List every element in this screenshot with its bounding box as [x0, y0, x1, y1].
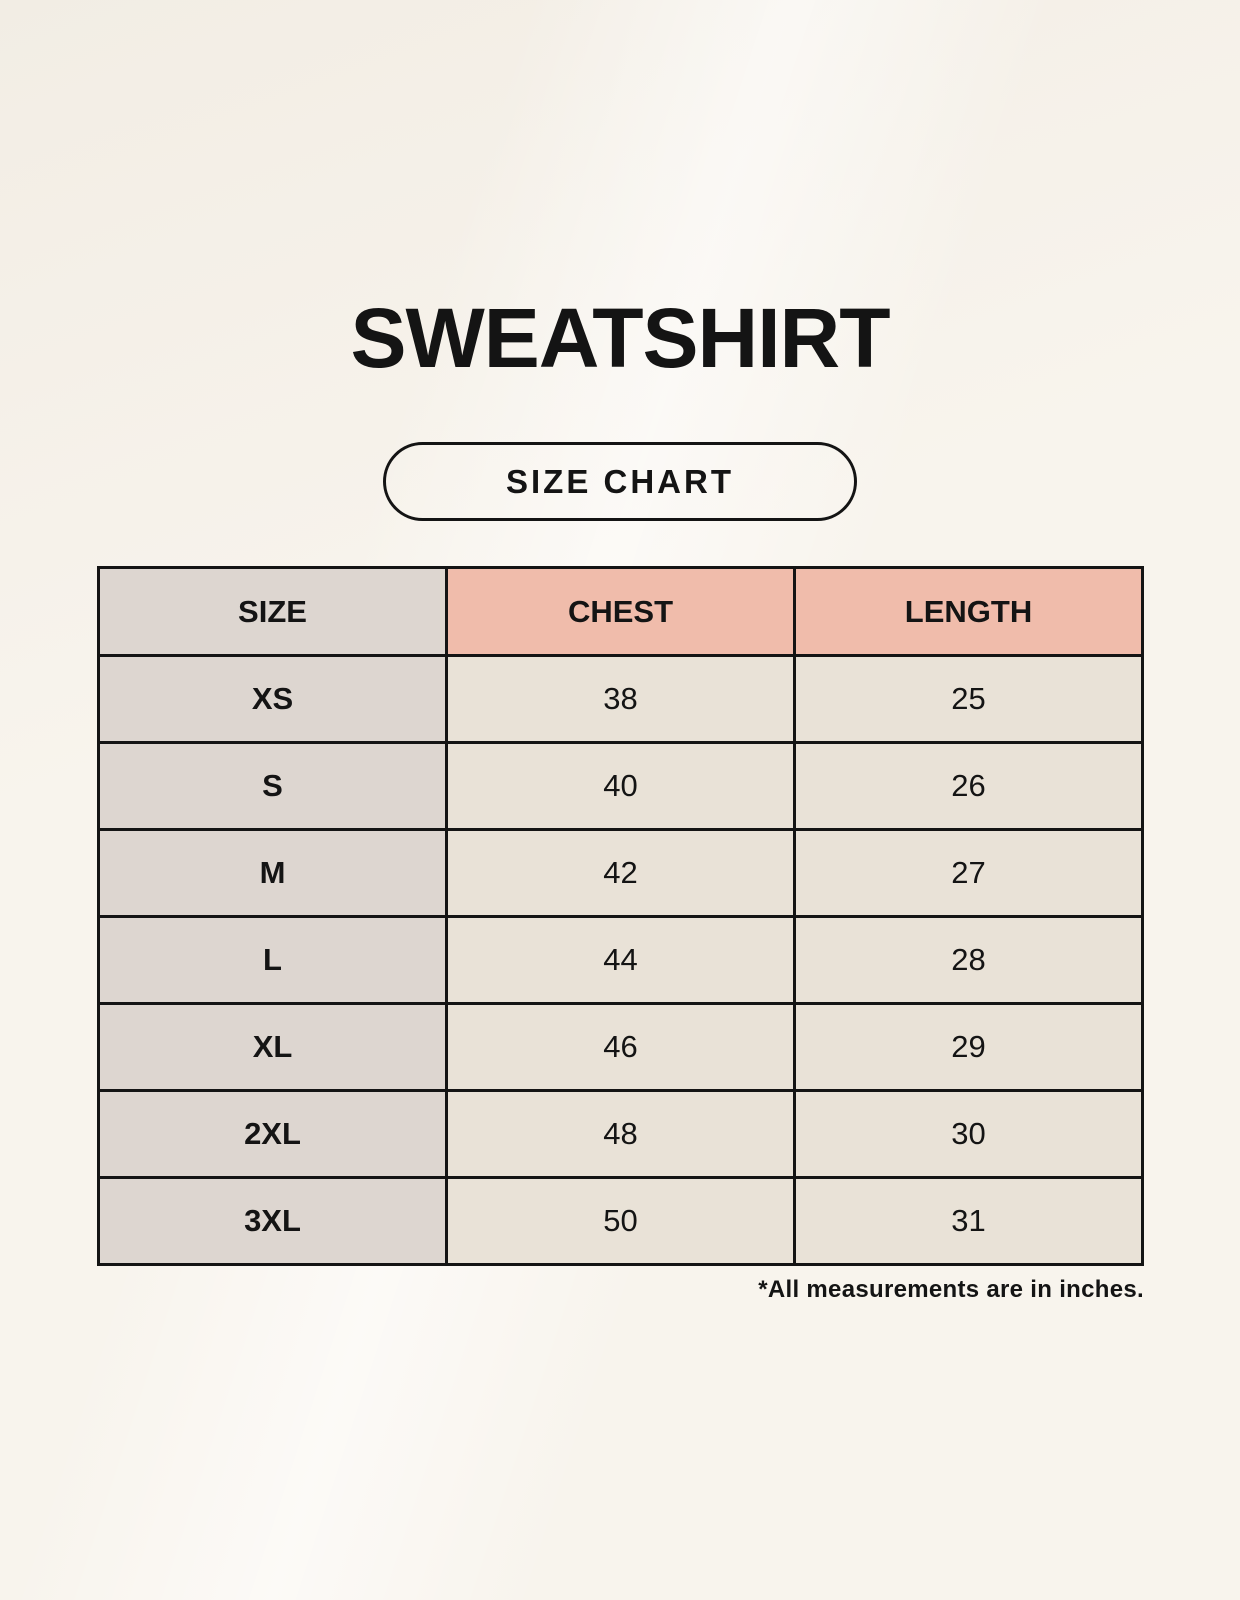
table-row: [99, 1004, 1143, 1091]
length-cell: 29: [795, 1004, 1143, 1091]
badge-row: [0, 442, 1240, 521]
table-row: [99, 743, 1143, 830]
size-cell: L: [99, 917, 447, 1004]
size-cell: M: [99, 830, 447, 917]
size-cell: XL: [99, 1004, 447, 1091]
table-header-row: [99, 568, 1143, 656]
chest-cell: 40: [447, 743, 795, 830]
size-cell: 3XL: [99, 1178, 447, 1265]
length-cell: 31: [795, 1178, 1143, 1265]
column-header-chest: CHEST: [447, 568, 795, 656]
chest-cell: 48: [447, 1091, 795, 1178]
measurements-footnote: *All measurements are in inches.: [758, 1276, 1144, 1303]
page-title: SWEATSHIRT: [350, 291, 890, 385]
column-header-length: LENGTH: [795, 568, 1143, 656]
size-chart-badge: [383, 442, 857, 521]
table-row: [99, 830, 1143, 917]
table-row: [99, 656, 1143, 743]
column-header-size: SIZE: [99, 568, 447, 656]
chest-cell: 46: [447, 1004, 795, 1091]
size-cell: XS: [99, 656, 447, 743]
size-cell: 2XL: [99, 1091, 447, 1178]
size-chart-table: [97, 566, 1144, 1266]
chest-cell: 42: [447, 830, 795, 917]
length-cell: 30: [795, 1091, 1143, 1178]
length-cell: 25: [795, 656, 1143, 743]
length-cell: 27: [795, 830, 1143, 917]
size-cell: S: [99, 743, 447, 830]
chest-cell: 50: [447, 1178, 795, 1265]
length-cell: 28: [795, 917, 1143, 1004]
table-row: [99, 917, 1143, 1004]
chest-cell: 38: [447, 656, 795, 743]
length-cell: 26: [795, 743, 1143, 830]
chest-cell: 44: [447, 917, 795, 1004]
table-row: [99, 1091, 1143, 1178]
table-row: [99, 1178, 1143, 1265]
size-chart-badge-label: SIZE CHART: [506, 462, 734, 500]
